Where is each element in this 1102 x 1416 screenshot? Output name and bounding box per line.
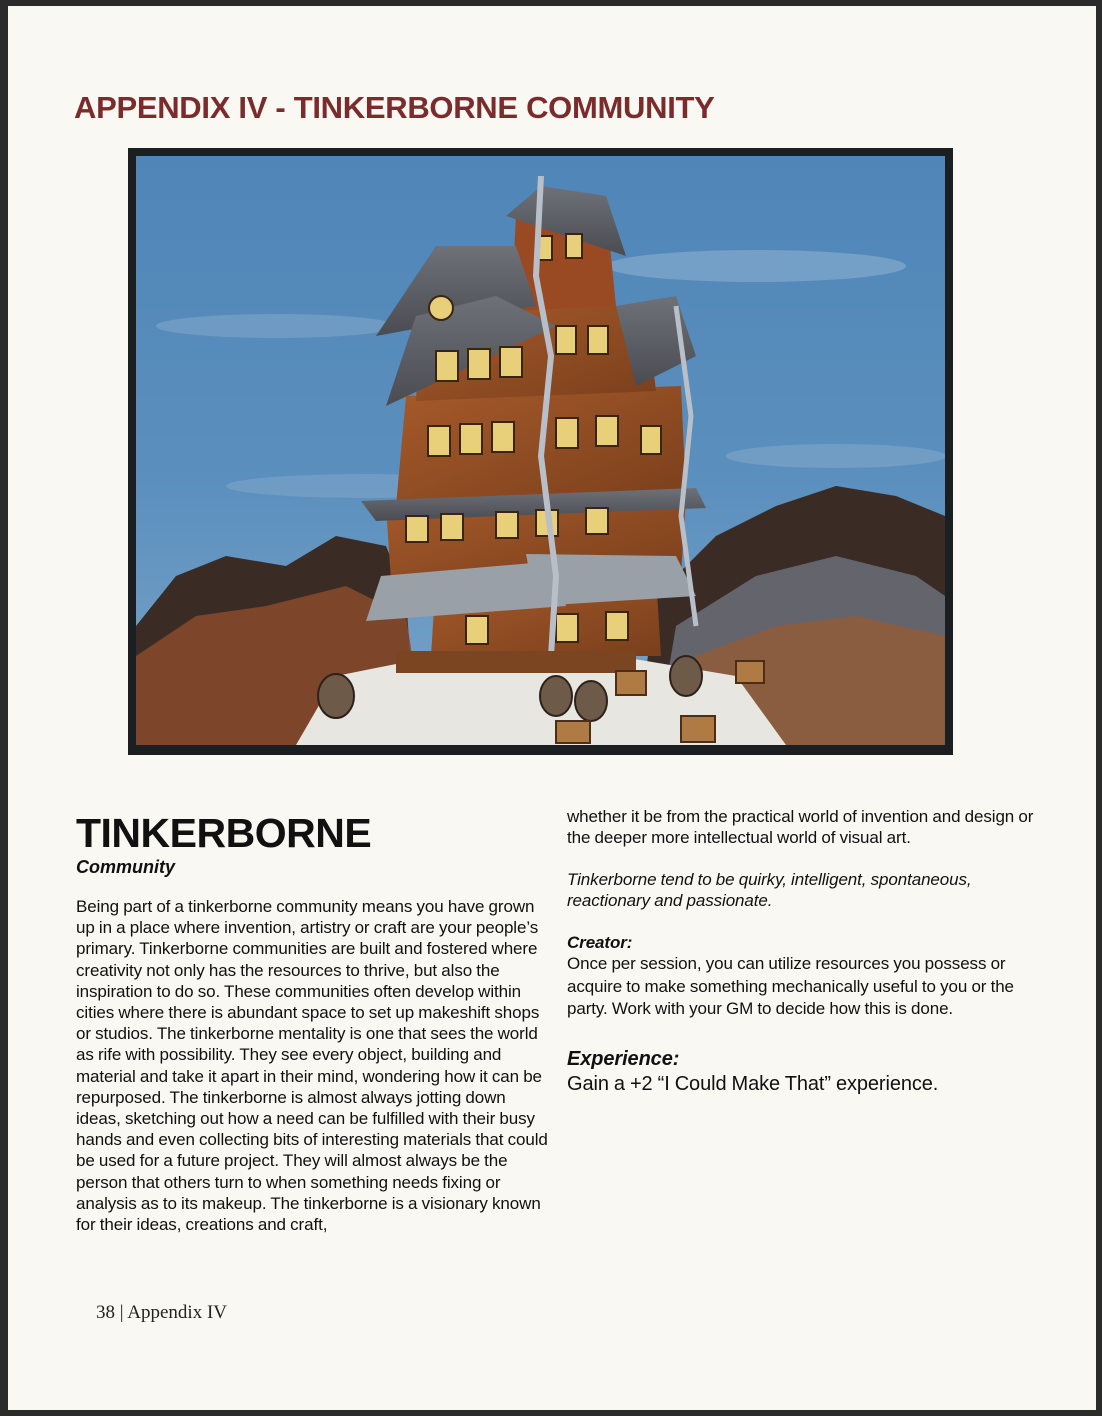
section-body: Being part of a tinkerborne community means you have grown up in a place where invention, artistry or craft are your people’s primary. Tinkerborne communities are built and fostered where creativity not only has the resources to thrive, but also the inspiration to do so. These communities often develop within cities where there is abundant space to set up makeshift shops or studios. The tinkerborne mentality is one that sees the world as rife with possibility. They see every object, building and material and take it apart in their mind, wondering how it can be repurposed. The tinkerborne is almost always jotting down ideas, sketching out how a need can be fulfilled with their busy hands and even collecting bits of interesting materials that could be used for a future project. They will almost always be the person that others turn to when something needs fixing or analysis as to its makeup. The tinkerborne is a visionary known for their ideas, creations and craft, (76, 897, 548, 1235)
page-footer: 38 | Appendix IV (96, 1302, 227, 1323)
house-illustration-icon (136, 156, 945, 745)
page-heading: APPENDIX IV - TINKERBORNE COMMUNITY (74, 90, 715, 125)
section-title: TINKERBORNE (76, 810, 372, 856)
traits-text: Tinkerborne tend to be quirky, intelligent, spontaneous, reactionary and passionate. (567, 869, 972, 911)
feature-text: Once per session, you can utilize resources you possess or acquire to make something mechanically useful to you or the party. Work with your GM to decide how this is done. (567, 954, 1014, 1019)
feature-label: Creator: (567, 932, 633, 952)
experience-text: Gain a +2 “I Could Make That” experience. (567, 1072, 939, 1095)
left-column (76, 810, 548, 1235)
right-column (567, 806, 1037, 1097)
document-page (8, 6, 1096, 1410)
experience-label: Experience: (567, 1047, 680, 1070)
body-continuation: whether it be from the practical world of invention and design or the deeper more intellectual world of visual art. (567, 807, 1034, 848)
tinkerborne-house-illustration (128, 148, 953, 755)
section-subtitle: Community (76, 857, 175, 877)
